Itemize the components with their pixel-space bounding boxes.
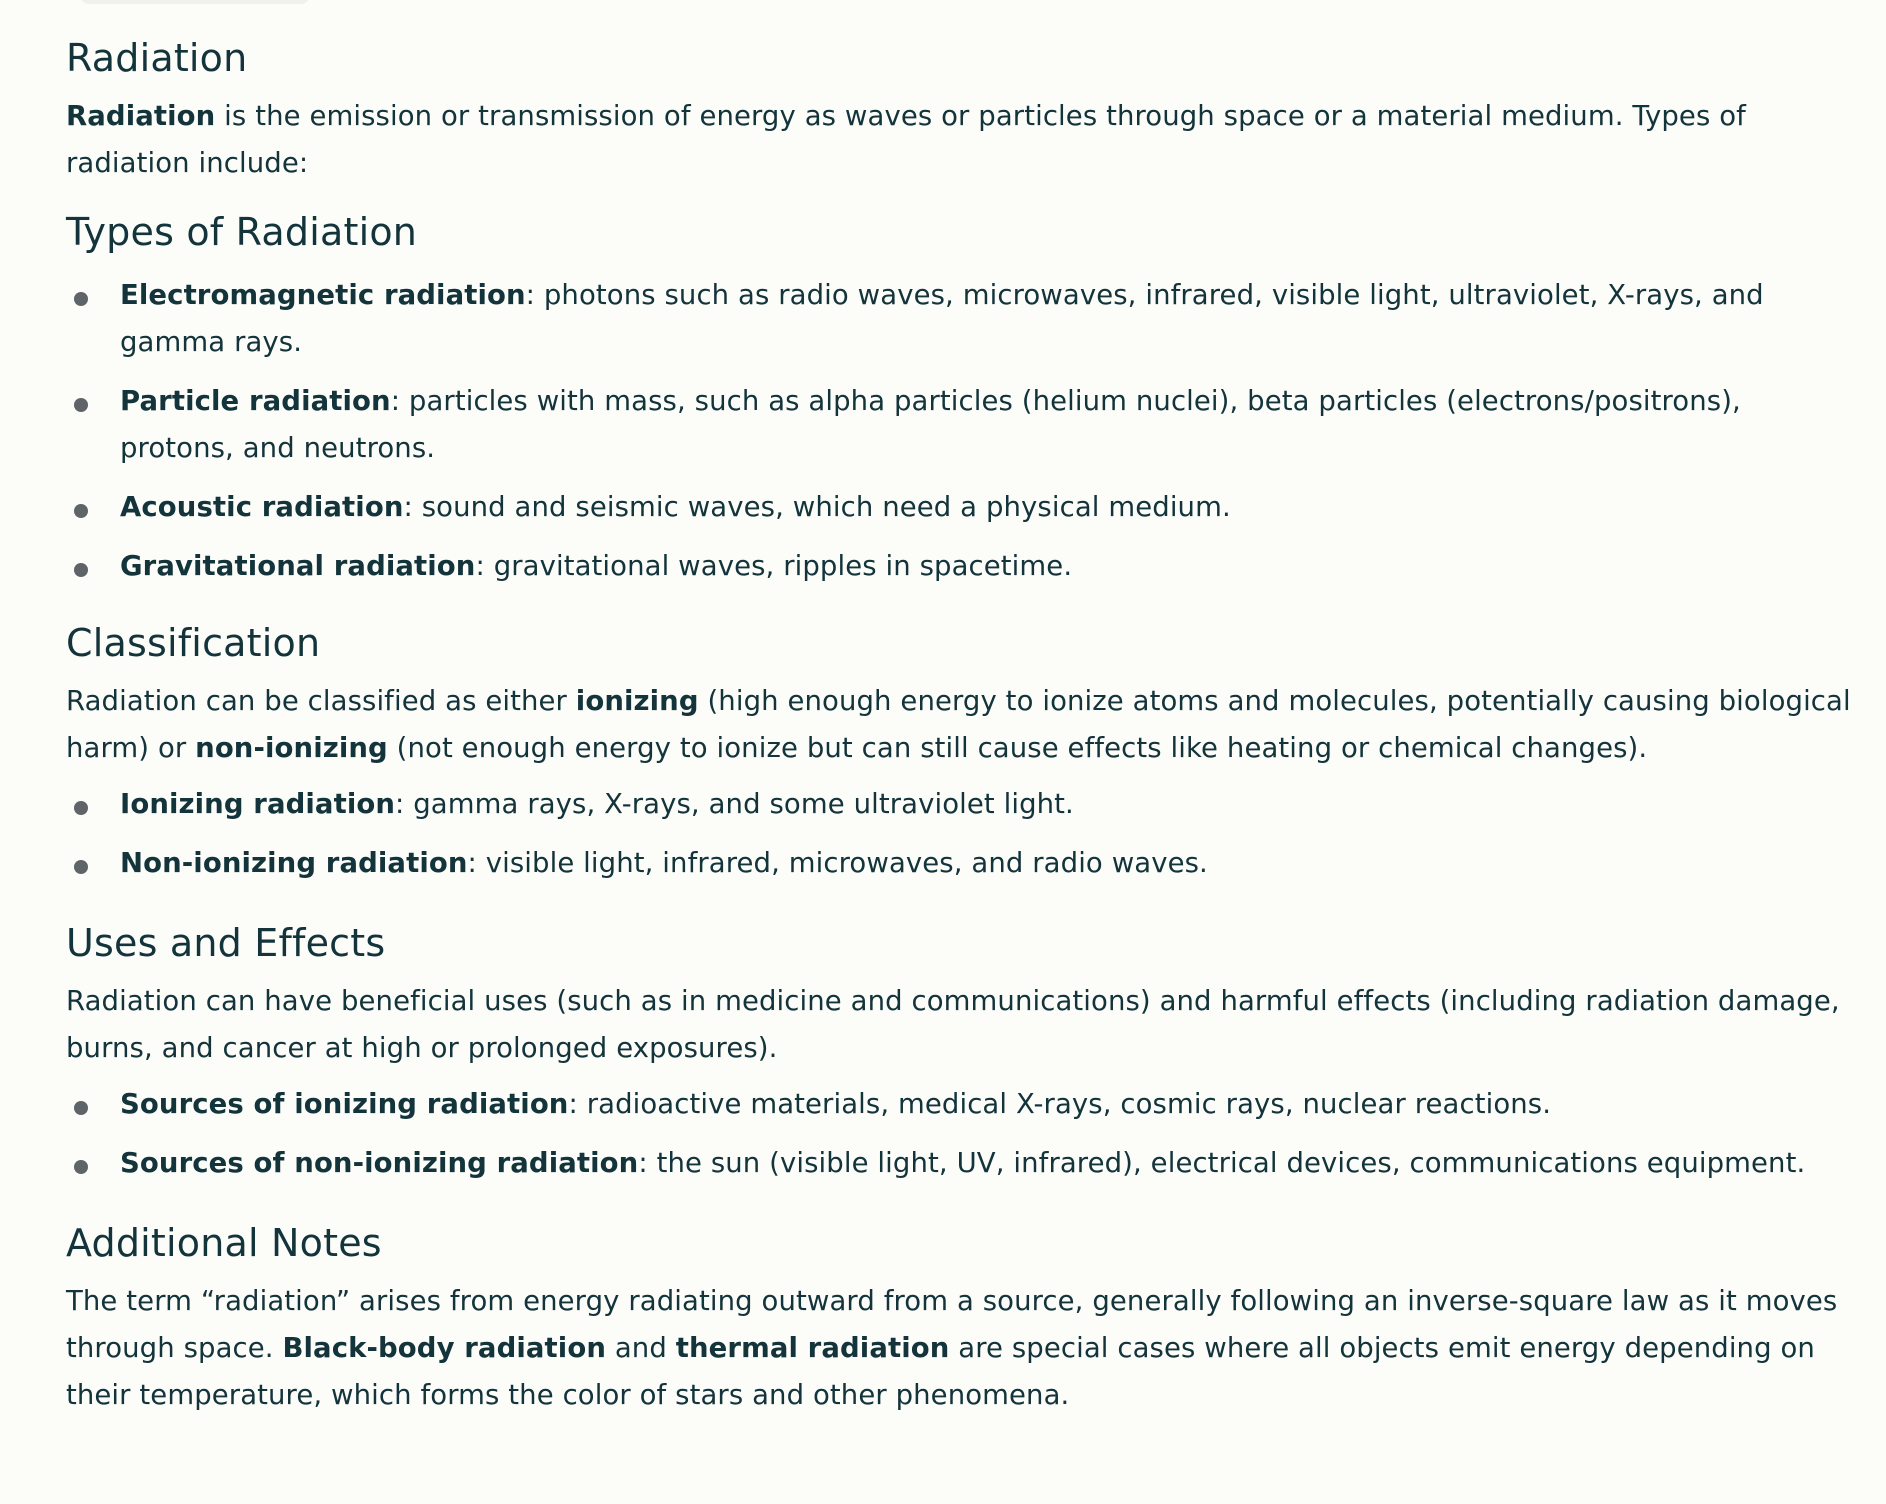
intro-text: is the emission or transmission of energy as waves or particles through space or a material medium. Types of radiation include:: [66, 100, 1746, 179]
term-black-body: Black-body radiation: [282, 1332, 606, 1364]
list-item-text: : particles with mass, such as alpha particles (helium nuclei), beta particles (electrons/positrons), protons, and neutrons.: [120, 385, 1741, 464]
list-item-text: : the sun (visible light, UV, infrared), electrical devices, communications equipment.: [638, 1147, 1806, 1179]
list-item-term: Non-ionizing radiation: [120, 847, 468, 879]
list-item: [66, 484, 1856, 531]
heading-additional-notes: Additional Notes: [66, 1221, 382, 1265]
list-item: [66, 781, 1856, 828]
list-item-text: : photons such as radio waves, microwaves, infrared, visible light, ultraviolet, X-rays, and gamma rays.: [120, 279, 1764, 358]
list-item-term: Ionizing radiation: [120, 788, 396, 820]
term-ionizing: ionizing: [575, 685, 699, 717]
bullet-icon: [74, 292, 88, 306]
list-item-term: Gravitational radiation: [120, 550, 476, 582]
list-item-term: Electromagnetic radiation: [120, 279, 526, 311]
list-item: [66, 272, 1856, 366]
bullet-icon: [74, 1101, 88, 1115]
bullet-icon: [74, 504, 88, 518]
answer-document: [66, 0, 1856, 1419]
bullet-icon: [74, 398, 88, 412]
heading-classification: Classification: [66, 621, 321, 665]
bullet-icon: [74, 860, 88, 874]
classification-text-1: Radiation can be classified as either: [66, 685, 576, 717]
classification-text-2: (high enough energy to ionize atoms and molecules, potentially causing biological harm) or: [66, 685, 1851, 764]
term-non-ionizing: non-ionizing: [195, 732, 388, 764]
list-item: [66, 543, 1856, 590]
list-item: [66, 378, 1856, 472]
list-item-text: : sound and seismic waves, which need a physical medium.: [403, 491, 1231, 523]
heading-types-of-radiation: Types of Radiation: [66, 210, 418, 254]
list-item-text: : visible light, infrared, microwaves, and radio waves.: [467, 847, 1208, 879]
list-item-term: Sources of ionizing radiation: [120, 1088, 569, 1120]
classification-list: [66, 781, 1856, 887]
notes-text-2: and: [606, 1332, 676, 1364]
types-list: [66, 272, 1856, 590]
list-item-text: : radioactive materials, medical X-rays, cosmic rays, nuclear reactions.: [568, 1088, 1552, 1120]
uses-list: [66, 1081, 1856, 1187]
bullet-icon: [74, 1160, 88, 1174]
bullet-icon: [74, 801, 88, 815]
term-thermal: thermal radiation: [675, 1332, 950, 1364]
intro-paragraph: [66, 93, 1856, 187]
list-item: [66, 1081, 1856, 1128]
list-item: [66, 840, 1856, 887]
classification-paragraph: [66, 678, 1856, 772]
list-item-text: : gamma rays, X-rays, and some ultraviolet light.: [395, 788, 1074, 820]
notes-text-3: are special cases where all objects emit energy depending on their temperature, which forms the color of stars and other phenomena.: [66, 1332, 1815, 1411]
classification-text-3: (not enough energy to ionize but can still cause effects like heating or chemical changes).: [387, 732, 1648, 764]
list-item: [66, 1140, 1856, 1187]
heading-radiation: Radiation: [66, 36, 248, 80]
list-item-term: Acoustic radiation: [120, 491, 404, 523]
intro-term: Radiation: [66, 100, 216, 132]
list-item-text: : gravitational waves, ripples in spacetime.: [475, 550, 1073, 582]
bullet-icon: [74, 563, 88, 577]
notes-text-1: The term “radiation” arises from energy radiating outward from a source, generally following an inverse-square law as it moves through space.: [66, 1285, 1838, 1364]
heading-uses-and-effects: Uses and Effects: [66, 921, 386, 965]
uses-paragraph: Radiation can have beneficial uses (such as in medicine and communications) and harmful effects (including radiation damage, burns, and cancer at high or prolonged exposures).: [66, 985, 1840, 1064]
notes-paragraph: [66, 1278, 1856, 1419]
list-item-term: Particle radiation: [120, 385, 391, 417]
list-item-term: Sources of non-ionizing radiation: [120, 1147, 639, 1179]
